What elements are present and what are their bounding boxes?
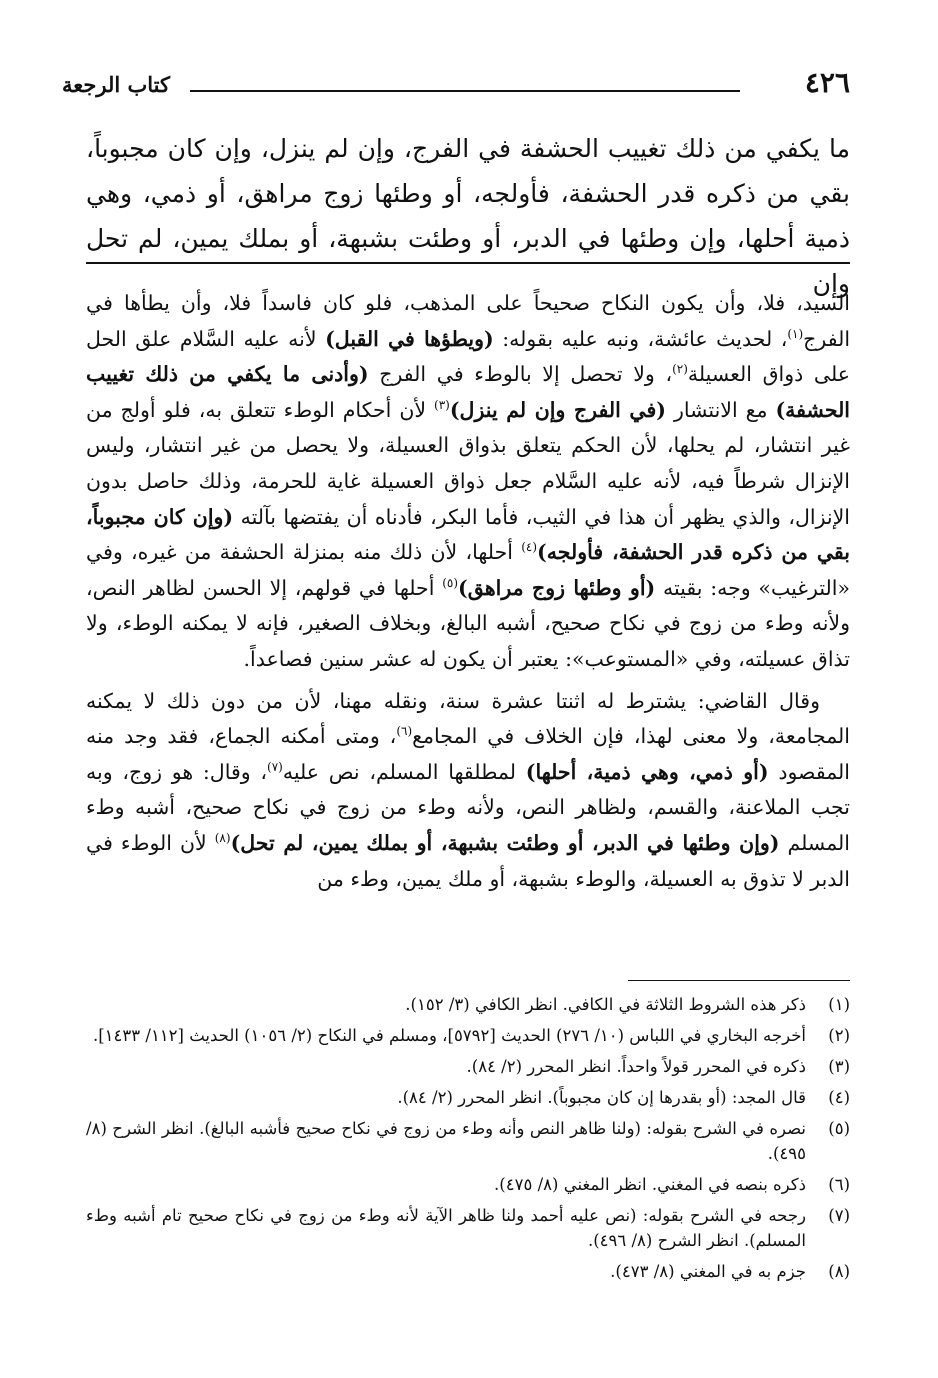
header-rule <box>190 90 740 92</box>
running-title: كتاب الرجعة <box>62 72 171 97</box>
page-header <box>62 64 850 104</box>
matn-quote: (وإن كان مجبوباً، بقي من ذكره قدر الحشفة، فأولجه) <box>86 504 851 565</box>
footnote-text: جزم به في المغني (٨/ ٤٧٣). <box>610 1262 806 1281</box>
text-run: أحلها، لأن ذلك منه بمنزلة الحشفة من غيره، وفي «الترغيب» وجه: بقيته <box>86 540 850 600</box>
footnote-text: ذكره بنصه في المغني. انظر المغني (٨/ ٤٧٥). <box>494 1175 806 1194</box>
text-run: لأن أحكام الوطء تتعلق به، فلو أولج من غير انتشار، لم يحلها، لأن الحكم يتعلق بذواق العسيلة، ولا يحصل من غير انتشار، وليس الإنزال شرطاً فيه، لأنه عليه السَّلام جعل ذواق العسيلة غاية للحرمة، وذلك حاصل بدون الإنزال، والذي يظهر أن هذا في الثيب، فأما البكر، فأدناه أن يفتضها بآلته <box>86 397 850 529</box>
footnote-ref: (٣) <box>434 397 450 412</box>
footnote-ref: (٥) <box>442 575 459 590</box>
footnote-ref: (٦) <box>396 724 413 739</box>
footnotes-separator <box>628 980 850 981</box>
footnote <box>86 1259 850 1284</box>
matn-quote: (ويطؤها في القبل) <box>325 326 494 351</box>
commentary-paragraph-1 <box>86 286 850 678</box>
footnotes-block <box>86 992 850 1290</box>
text-run: ، وقال: هو زوج، وبه تجب الملاعنة، والقسم، ولظاهر النص، ولأنه وطء من زوج في نكاح صحيح، أشبه وطء المسلم <box>86 759 850 855</box>
matn-quote: (أو وطئها زوج مراهق) <box>458 575 656 600</box>
footnote-number: (٧) <box>828 1206 850 1225</box>
page-number: ٤٢٦ <box>804 66 850 99</box>
footnote-number: (٢) <box>828 1026 850 1045</box>
commentary-paragraph-2 <box>86 684 850 898</box>
footnote-number: (٨) <box>828 1262 850 1281</box>
text-run: مع الانتشار <box>665 397 776 422</box>
text-run: ، ومتى أمكنه الجماع، فقد وجد منه المقصود <box>86 724 851 784</box>
footnote-ref: (٢) <box>672 362 688 377</box>
footnote <box>86 1023 850 1048</box>
text-run: لأنه عليه السَّلام علق الحل على ذواق العسيلة <box>86 326 850 387</box>
footnote <box>86 1116 850 1166</box>
footnote <box>86 1085 850 1110</box>
footnote-ref: (٤) <box>521 540 538 555</box>
text-run: ، لحديث عائشة، ونبه عليه بقوله: <box>493 326 788 351</box>
matn-quote: (أو ذمي، وهي ذمية، أحلها) <box>525 759 769 784</box>
text-run: وقال القاضي: يشترط له اثنتا عشرة سنة، ونقله مهنا، لأن من دون ذلك لا يمكنه المجامعة، ولا معنى لهذا، فإن الخلاف في المجامع <box>86 688 850 749</box>
footnote <box>86 1054 850 1079</box>
footnote-text: ذكر هذه الشروط الثلاثة في الكافي. انظر الكافي (٣/ ١٥٢). <box>405 995 806 1014</box>
footnote-text: ذكره في المحرر قولاً واحداً. انظر المحرر (٢/ ٨٤). <box>466 1057 806 1076</box>
footnote-number: (١) <box>828 995 850 1014</box>
footnote-text: قال المجد: (أو بقدرها إن كان مجبوباً). انظر المحرر (٢/ ٨٤). <box>397 1088 806 1107</box>
matn-separator <box>86 262 850 264</box>
footnote-ref: (٨) <box>214 831 231 846</box>
footnote-number: (٥) <box>828 1119 850 1138</box>
text-run: السيد، فلا، وأن يكون النكاح صحيحاً على المذهب، فلو كان فاسداً فلا، وأن يطأها في الفرج <box>86 291 851 351</box>
matn-quote: (في الفرج وإن لم ينزل) <box>449 397 666 422</box>
text-run: ، ولا تحصل إلا بالوطء في الفرج <box>368 362 673 387</box>
footnote-ref: (٧) <box>267 759 283 774</box>
matn-quote: (وإن وطئها في الدبر، أو وطئت بشبهة، أو بملك يمين، لم تحل) <box>230 830 780 855</box>
footnote-number: (٣) <box>828 1057 850 1076</box>
commentary-block <box>86 286 850 903</box>
matn-paragraph: ما يكفي من ذلك تغييب الحشفة في الفرج، وإن لم ينزل، وإن كان مجبوباً، بقي من ذكره قدر الحشفة، فأولجه، أو وطئها زوج مراهق، أو ذمي، وهي ذمية أحلها، وإن وطئها في الدبر، أو وطئت بشبهة، أو بملك يمين، لم تحل وإن <box>86 134 850 298</box>
footnote <box>86 1172 850 1197</box>
footnote <box>86 1203 850 1253</box>
footnote-text: نصره في الشرح بقوله: (ولنا ظاهر النص وأنه وطء من زوج في نكاح صحيح فأشبه البالغ). انظر الشرح (٨/ ٤٩٥). <box>86 1119 806 1163</box>
footnote <box>86 992 850 1017</box>
footnote-text: رجحه في الشرح بقوله: (نص عليه أحمد ولنا ظاهر الآية لأنه وطء من زوج في نكاح صحيح تام أشبه وطء المسلم). انظر الشرح (٨/ ٤٩٦). <box>86 1206 806 1250</box>
text-run: أحلها في قولهم، إلا الحسن لظاهر النص، ولأنه وطء من زوج في نكاح صحيح، أشبه البالغ، وبخلاف الصغير، فإنه لا يمكنه الوطء، ولا تذاق عسيلته، وفي «المستوعب»: يعتبر أن يكون له عشر سنين فصاعداً. <box>86 575 850 671</box>
footnote-number: (٦) <box>828 1175 850 1194</box>
footnote-ref: (١) <box>787 326 804 341</box>
footnote-text: أخرجه البخاري في اللباس (١٠/ ٢٧٦) الحديث [٥٧٩٢]، ومسلم في النكاح (٢/ ١٠٥٦) الحديث [١١٢/ ١٤٣٣]. <box>92 1026 806 1045</box>
text-run: لمطلقها المسلم، نص عليه <box>282 759 526 784</box>
matn-text-block <box>86 126 850 306</box>
text-run: لأن الوطء في الدبر لا تذوق به العسيلة، والوطء بشبهة، أو ملك يمين، وطء من <box>86 830 850 891</box>
matn-quote: (وأدنى ما يكفي من ذلك تغييب الحشفة) <box>86 362 851 422</box>
footnote-number: (٤) <box>828 1088 850 1107</box>
